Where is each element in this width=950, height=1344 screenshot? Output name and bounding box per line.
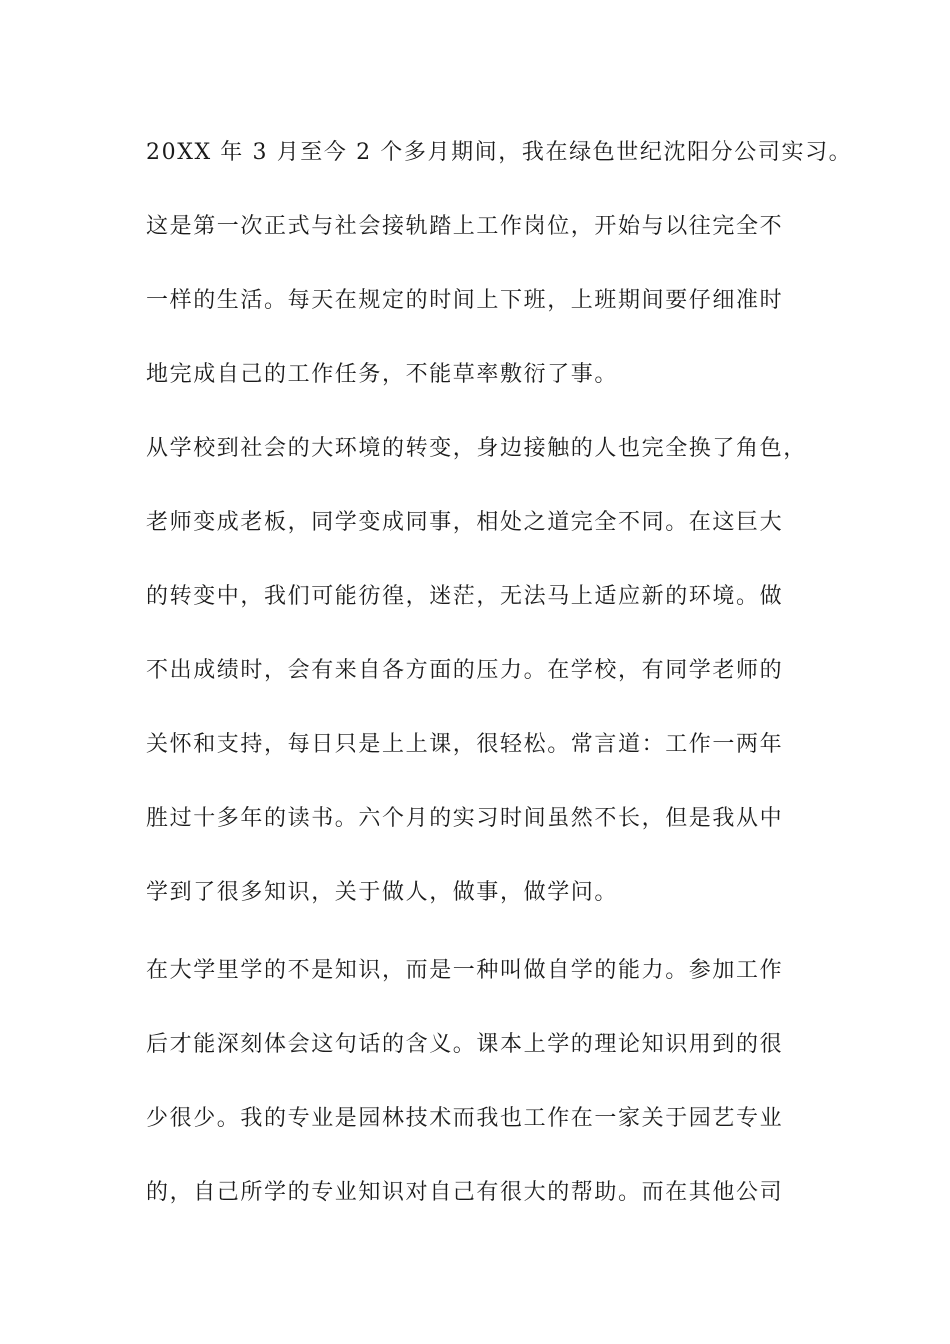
text-line: 一样的生活。每天在规定的时间上下班，上班期间要仔细准时 bbox=[146, 288, 784, 313]
text-line: 老师变成老板，同学变成同事，相处之道完全不同。在这巨大 bbox=[146, 510, 784, 535]
text-line: 少很少。我的专业是园林技术而我也工作在一家关于园艺专业 bbox=[146, 1106, 784, 1131]
text-line: 从学校到社会的大环境的转变，身边接触的人也完全换了角色， bbox=[146, 436, 807, 461]
text-line: 学到了很多知识，关于做人，做事，做学问。 bbox=[146, 880, 619, 905]
text-line: 的转变中，我们可能彷徨，迷茫，无法马上适应新的环境。做 bbox=[146, 584, 784, 609]
text-line: 地完成自己的工作任务，不能草率敷衍了事。 bbox=[146, 362, 619, 387]
text-line: 不出成绩时，会有来自各方面的压力。在学校，有同学老师的 bbox=[146, 658, 784, 683]
text-line: 这是第一次正式与社会接轨踏上工作岗位，开始与以往完全不 bbox=[146, 214, 784, 239]
text-line: 关怀和支持，每日只是上上课，很轻松。常言道：工作一两年 bbox=[146, 732, 784, 757]
text-line: 胜过十多年的读书。六个月的实习时间虽然不长，但是我从中 bbox=[146, 806, 784, 831]
text-line: 20XX 年 3 月至今 2 个多月期间，我在绿色世纪沈阳分公司实习。 bbox=[146, 140, 853, 165]
text-line: 的，自己所学的专业知识对自己有很大的帮助。而在其他公司 bbox=[146, 1180, 784, 1205]
text-line: 后才能深刻体会这句话的含义。课本上学的理论知识用到的很 bbox=[146, 1032, 784, 1057]
text-line: 在大学里学的不是知识，而是一种叫做自学的能力。参加工作 bbox=[146, 958, 784, 983]
